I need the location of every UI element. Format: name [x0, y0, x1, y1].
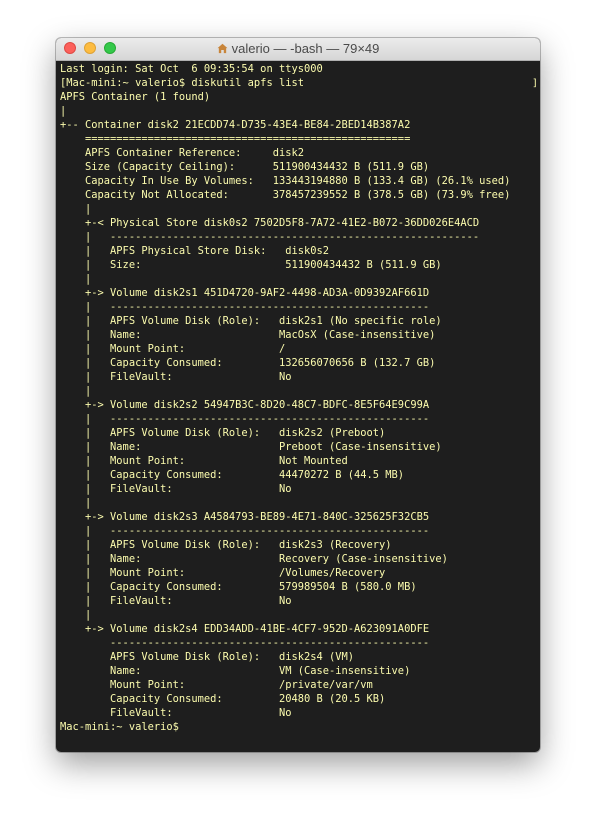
- terminal-line: Name: VM (Case-insensitive): [60, 665, 411, 677]
- terminal-line: | APFS Volume Disk (Role): disk2s1 (No specific role): [60, 315, 442, 327]
- terminal-line: +-- Container disk2 21ECDD74-D735-43E4-BE84-2BED14B387A2: [60, 119, 411, 131]
- terminal-line: FileVault: No: [60, 707, 292, 719]
- terminal-line: Capacity In Use By Volumes: 133443194880 B (133.4 GB) (26.1% used): [60, 175, 511, 187]
- terminal-line: Capacity Not Allocated: 378457239552 B (378.5 GB) (73.9% free): [60, 189, 511, 201]
- terminal-line: ====================================================: [60, 133, 411, 145]
- terminal-line: | APFS Volume Disk (Role): disk2s3 (Recovery): [60, 539, 392, 551]
- terminal-line: |: [60, 273, 92, 285]
- title-bar[interactable]: [56, 38, 540, 61]
- terminal-line: |: [60, 385, 92, 397]
- terminal-output[interactable]: [60, 62, 534, 750]
- terminal-line: | APFS Physical Store Disk: disk0s2: [60, 245, 329, 257]
- terminal-line: Last login: Sat Oct 6 09:35:54 on ttys000: [60, 63, 323, 75]
- terminal-line: | FileVault: No: [60, 371, 292, 383]
- home-icon: [217, 43, 228, 54]
- terminal-line: |: [60, 203, 92, 215]
- window-title-text: valerio — -bash — 79×49: [231, 41, 380, 56]
- terminal-line: | FileVault: No: [60, 483, 292, 495]
- terminal-line: | FileVault: No: [60, 595, 292, 607]
- terminal-line: Mount Point: /private/var/vm: [60, 679, 373, 691]
- terminal-line: +-< Physical Store disk0s2 7502D5F8-7A72-41E2-B072-36DD026E4ACD: [60, 217, 480, 229]
- window-title: [56, 38, 540, 60]
- terminal-line: | Name: Recovery (Case-insensitive): [60, 553, 448, 565]
- terminal-line: +-> Volume disk2s2 54947B3C-8D20-48C7-BDFC-8E5F64E9C99A: [60, 399, 430, 411]
- terminal-line: | Capacity Consumed: 132656070656 B (132.7 GB): [60, 357, 436, 369]
- terminal-line: |: [60, 497, 92, 509]
- terminal-line: +-> Volume disk2s4 EDD34ADD-41BE-4CF7-952D-A623091A0DFE: [60, 623, 430, 635]
- terminal-line: [Mac-mini:~ valerio$ diskutil apfs list: [60, 77, 304, 89]
- terminal-line: | Mount Point: Not Mounted: [60, 455, 348, 467]
- terminal-line: APFS Volume Disk (Role): disk2s4 (VM): [60, 651, 355, 663]
- terminal-line: | Name: Preboot (Case-insensitive): [60, 441, 442, 453]
- terminal-line: Mac-mini:~ valerio$: [60, 721, 186, 733]
- terminal-line: | Capacity Consumed: 579989504 B (580.0 MB): [60, 581, 417, 593]
- terminal-line: ---------------------------------------------------: [60, 637, 430, 649]
- terminal-line: |: [60, 105, 67, 117]
- terminal-line: | Capacity Consumed: 44470272 B (44.5 MB): [60, 469, 405, 481]
- terminal-line: | APFS Volume Disk (Role): disk2s2 (Preboot): [60, 427, 386, 439]
- terminal-line: Size (Capacity Ceiling): 511900434432 B (511.9 GB): [60, 161, 430, 173]
- terminal-line: | Mount Point: /: [60, 343, 286, 355]
- terminal-line: | -----------------------------------------------------------: [60, 231, 480, 243]
- selection-end-mark: ]: [531, 78, 538, 89]
- terminal-line: Capacity Consumed: 20480 B (20.5 KB): [60, 693, 386, 705]
- terminal-line: | Size: 511900434432 B (511.9 GB): [60, 259, 442, 271]
- terminal-line: | ---------------------------------------------------: [60, 525, 430, 537]
- terminal-line: | ---------------------------------------------------: [60, 301, 430, 313]
- terminal-line: | Mount Point: /Volumes/Recovery: [60, 567, 386, 579]
- terminal-line: APFS Container (1 found): [60, 91, 211, 103]
- terminal-line: | Name: MacOsX (Case-insensitive): [60, 329, 436, 341]
- terminal-line: |: [60, 609, 92, 621]
- terminal-line: | ---------------------------------------------------: [60, 413, 430, 425]
- terminal-line: APFS Container Reference: disk2: [60, 147, 304, 159]
- terminal-line: +-> Volume disk2s3 A4584793-BE89-4E71-840C-325625F32CB5: [60, 511, 430, 523]
- terminal-window: [56, 38, 540, 752]
- terminal-line: +-> Volume disk2s1 451D4720-9AF2-4498-AD3A-0D9392AF661D: [60, 287, 430, 299]
